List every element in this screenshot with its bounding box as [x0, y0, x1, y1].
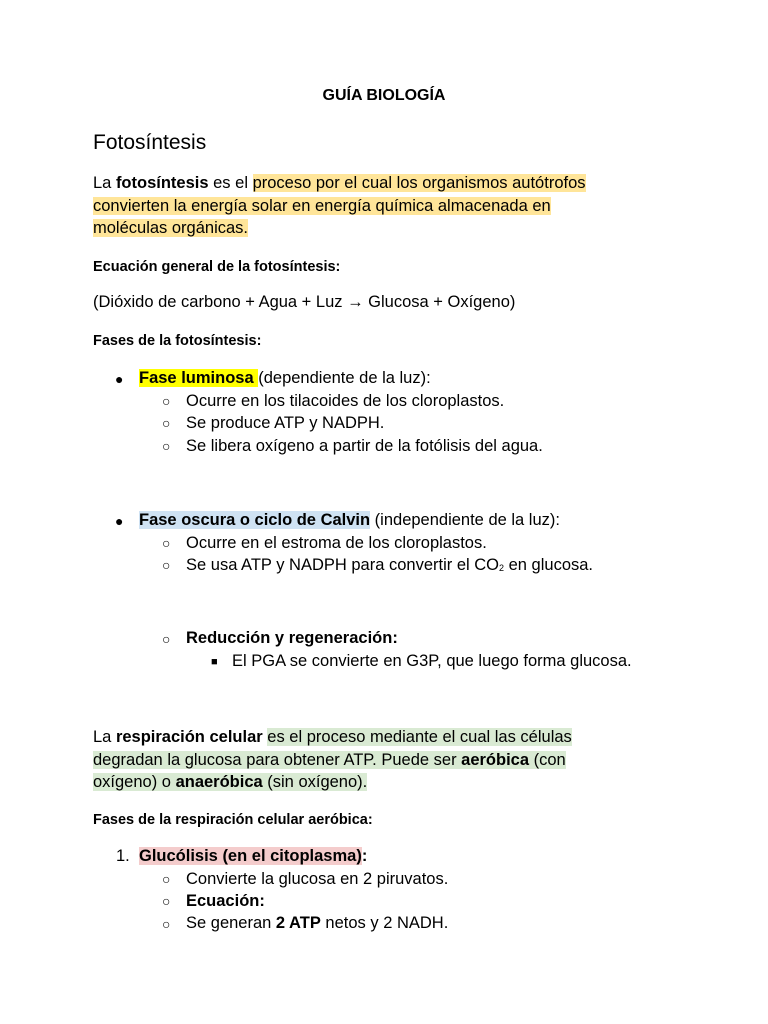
bullet-circle-icon: ○ [162, 393, 171, 409]
equation-text: (Dióxido de carbono + Agua + Luz → Glucosa + Oxígeno) [93, 293, 516, 311]
list-item: Se libera oxígeno a partir de la fotólisis del agua. [186, 437, 543, 455]
respiration-paragraph [93, 726, 572, 794]
list-item: Se generan 2 ATP netos y 2 NADH. [186, 914, 449, 932]
intro-line-3: moléculas orgánicas. [93, 219, 248, 237]
bullet-circle-icon: ○ [162, 871, 171, 887]
list-item: Se usa ATP y NADPH para convertir el $CO_2$ en glucosa. [186, 556, 594, 574]
intro-highlight: proceso por el cual los organismos autótrofos [252, 174, 586, 192]
glycolysis-name: Glucólisis (en el citoplasma) [139, 847, 362, 865]
phases-heading: Fases de la fotosíntesis: [93, 333, 262, 349]
list-number: 1. [116, 847, 130, 865]
resp-phases-heading: Fases de la respiración celular aeróbica: [93, 812, 373, 828]
reduction-heading: Reducción y regeneración: [186, 629, 398, 647]
bullet-disc-icon: ● [115, 371, 124, 387]
bullet-circle-icon: ○ [162, 438, 171, 454]
bullet-circle-icon: ○ [162, 916, 171, 932]
bullet-circle-icon: ○ [162, 631, 171, 647]
bullet-circle-icon: ○ [162, 557, 171, 573]
list-item: Ocurre en los tilacoides de los cloroplastos. [186, 392, 505, 410]
list-item: El PGA se convierte en G3P, que luego forma glucosa. [232, 652, 632, 670]
respiration-line-2: degradan la glucosa para obtener ATP. Puede ser aeróbica (con [93, 750, 566, 769]
section-heading: Fotosíntesis [93, 131, 207, 154]
respiration-line-1: La respiración celular es el proceso mediante el cual las células [93, 728, 572, 746]
document-title: GUÍA BIOLOGÍA [322, 87, 446, 104]
intro-line-2: convierten la energía solar en energía química almacenada en [93, 196, 551, 215]
intro-paragraph [93, 172, 586, 240]
glycolysis-heading: Glucólisis (en el citoplasma): [139, 847, 368, 865]
list-item: Convierte la glucosa en 2 piruvatos. [186, 870, 449, 888]
list-item: Se produce ATP y NADPH. [186, 414, 385, 432]
list-item: Ocurre en el estroma de los cloroplastos. [186, 534, 487, 552]
bullet-circle-icon: ○ [162, 893, 171, 909]
phase-oscura: Fase oscura o ciclo de Calvin (independiente de la luz): [139, 511, 560, 529]
bullet-square-icon: ■ [211, 656, 218, 668]
bullet-circle-icon: ○ [162, 535, 171, 551]
intro-line-1: La fotosíntesis es el proceso por el cual los organismos autótrofos [93, 174, 586, 192]
phase-oscura-name: Fase oscura o ciclo de Calvin [139, 511, 371, 529]
respiration-line-3: oxígeno) o anaeróbica (sin oxígeno). [93, 773, 368, 791]
equation-heading: Ecuación general de la fotosíntesis: [93, 259, 341, 275]
intro-term: fotosíntesis [115, 174, 209, 192]
bullet-circle-icon: ○ [162, 415, 171, 431]
bullet-disc-icon: ● [115, 513, 124, 529]
phase-luminosa: Fase luminosa (dependiente de la luz): [139, 369, 431, 387]
list-item: Ecuación: [186, 892, 265, 910]
respiration-term: respiración celular [115, 728, 263, 746]
phase-luminosa-name: Fase luminosa [139, 369, 259, 387]
